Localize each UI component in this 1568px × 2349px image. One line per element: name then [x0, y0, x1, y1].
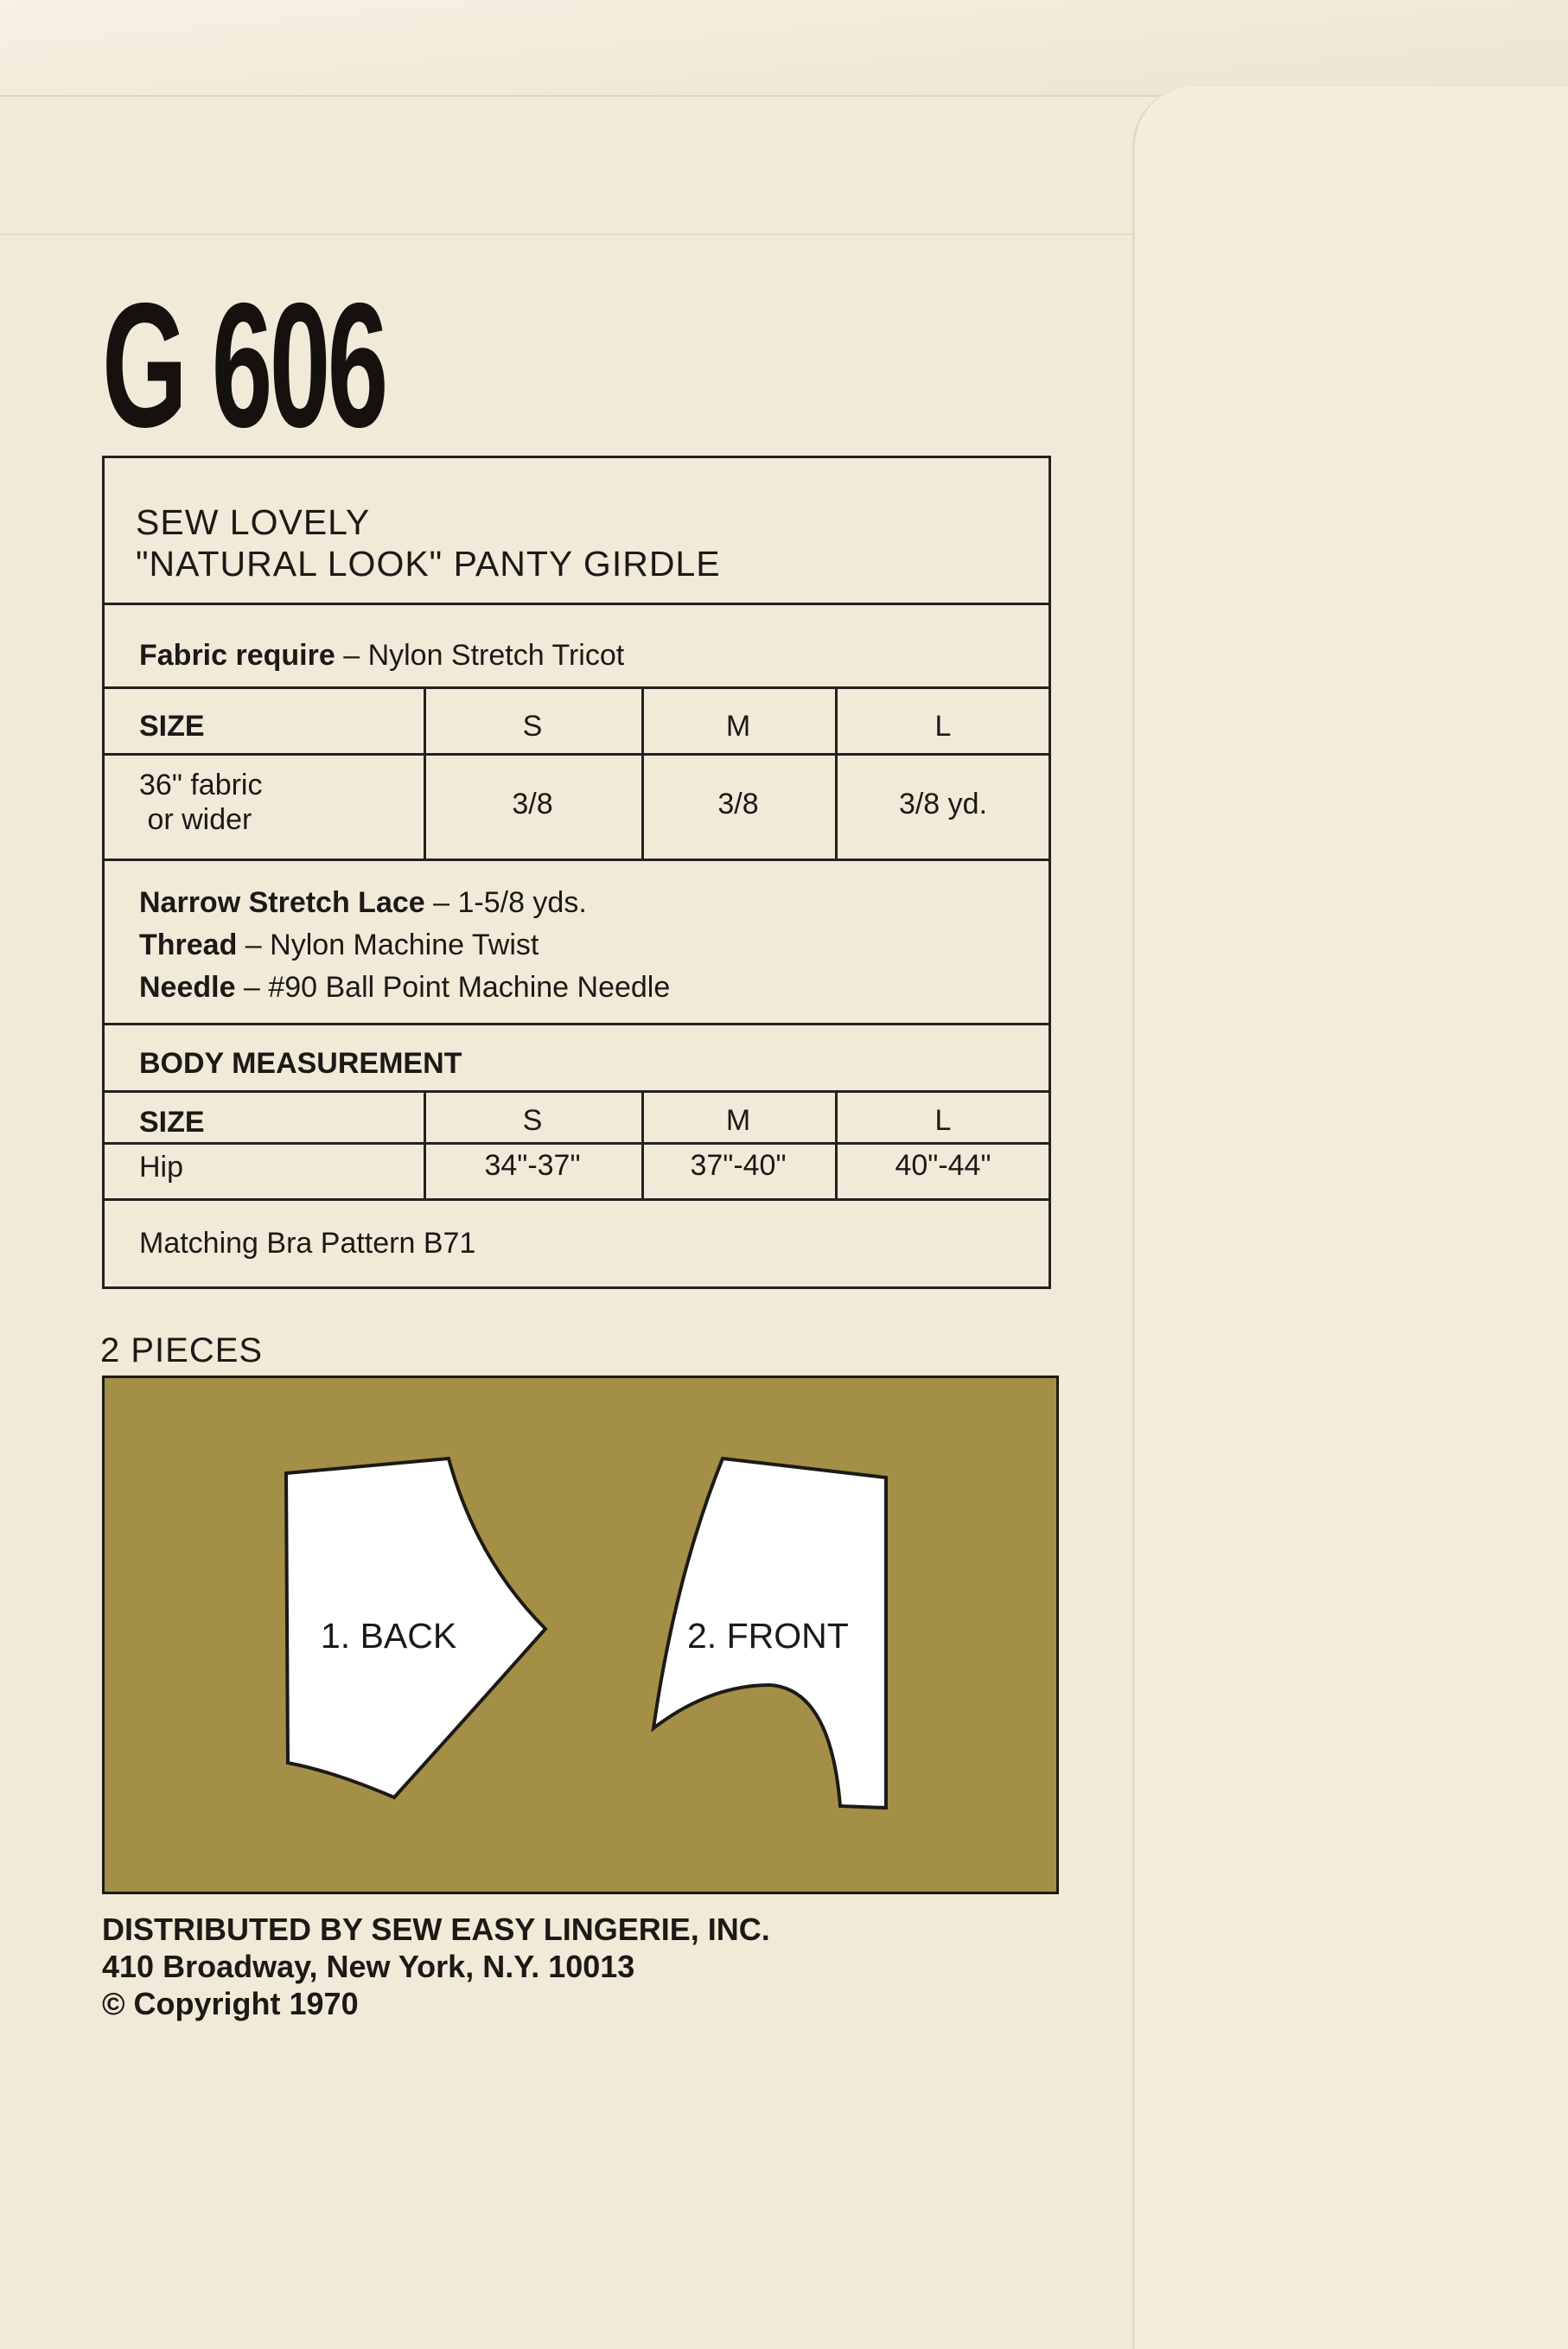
- measurement-header-l: L: [934, 1104, 952, 1137]
- notion-needle: Needle – #90 Ball Point Machine Needle: [139, 971, 671, 1004]
- measurement-header-size: SIZE: [139, 1106, 205, 1139]
- notion-lace-label: Narrow Stretch Lace: [139, 886, 425, 919]
- notion-thread-value: Nylon Machine Twist: [270, 929, 539, 961]
- notion-needle-value: #90 Ball Point Machine Needle: [268, 971, 671, 1004]
- yardage-value-m: 3/8: [717, 788, 759, 820]
- measurement-value-l: 40"-44": [895, 1149, 991, 1182]
- notion-lace-value: 1-5/8 yds.: [457, 886, 587, 919]
- fabric-label: Fabric require: [139, 639, 335, 672]
- envelope-side-flap: [1132, 86, 1568, 2349]
- measurement-value-s: 34"-37": [484, 1149, 581, 1182]
- fabric-requirement: Fabric require – Nylon Stretch Tricot: [139, 639, 625, 672]
- notion-needle-label: Needle: [139, 971, 236, 1004]
- divider: [105, 753, 1049, 756]
- measurement-header-m: M: [725, 1104, 751, 1137]
- pattern-number: G 606: [102, 266, 386, 464]
- divider: [105, 1198, 1049, 1201]
- divider: [105, 1023, 1049, 1025]
- body-measurement-heading: BODY MEASUREMENT: [139, 1047, 462, 1080]
- divider: [105, 1142, 1049, 1145]
- measurement-header-s: S: [522, 1104, 543, 1137]
- notion-lace: Narrow Stretch Lace – 1-5/8 yds.: [139, 886, 587, 919]
- pattern-title-line1: SEW LOVELY: [136, 502, 371, 542]
- yardage-header-l: L: [934, 710, 952, 743]
- fabric-value: Nylon Stretch Tricot: [367, 639, 625, 672]
- pattern-title: [136, 501, 721, 584]
- matching-bra-note: Matching Bra Pattern B71: [139, 1227, 476, 1260]
- front-piece-label: 2. FRONT: [687, 1616, 849, 1656]
- yardage-header-size: SIZE: [139, 710, 205, 743]
- measurement-value-m: 37"-40": [690, 1149, 787, 1182]
- yardage-row-label-line2: or wider: [147, 803, 252, 836]
- back-piece-label: 1. BACK: [321, 1616, 457, 1656]
- yardage-row-label: [139, 768, 262, 837]
- distributor-name: DISTRIBUTED BY SEW EASY LINGERIE, INC.: [102, 1912, 770, 1947]
- divider: [105, 859, 1049, 861]
- measurement-row-label: Hip: [139, 1151, 184, 1184]
- copyright: © Copyright 1970: [102, 1986, 359, 2021]
- divider: [105, 686, 1049, 689]
- yardage-value-s: 3/8: [512, 788, 553, 820]
- pattern-pieces-panel: [102, 1376, 1059, 1894]
- pattern-title-line2: "NATURAL LOOK" PANTY GIRDLE: [136, 544, 721, 584]
- envelope-top-flap: [0, 0, 1568, 97]
- pattern-info-table: [102, 456, 1051, 1289]
- yardage-value-l: 3/8 yd.: [898, 788, 988, 820]
- distributor-info: [102, 1911, 770, 2022]
- pieces-heading: 2 PIECES: [100, 1331, 264, 1369]
- yardage-header-m: M: [725, 710, 751, 743]
- yardage-row-label-line1: 36" fabric: [139, 769, 263, 801]
- yardage-header-s: S: [522, 710, 543, 743]
- pattern-pieces-drawing: [105, 1378, 1056, 1892]
- distributor-address: 410 Broadway, New York, N.Y. 10013: [102, 1949, 635, 1984]
- divider: [105, 1090, 1049, 1093]
- divider: [105, 603, 1049, 605]
- notion-thread-label: Thread: [139, 929, 238, 961]
- notion-thread: Thread – Nylon Machine Twist: [139, 929, 539, 961]
